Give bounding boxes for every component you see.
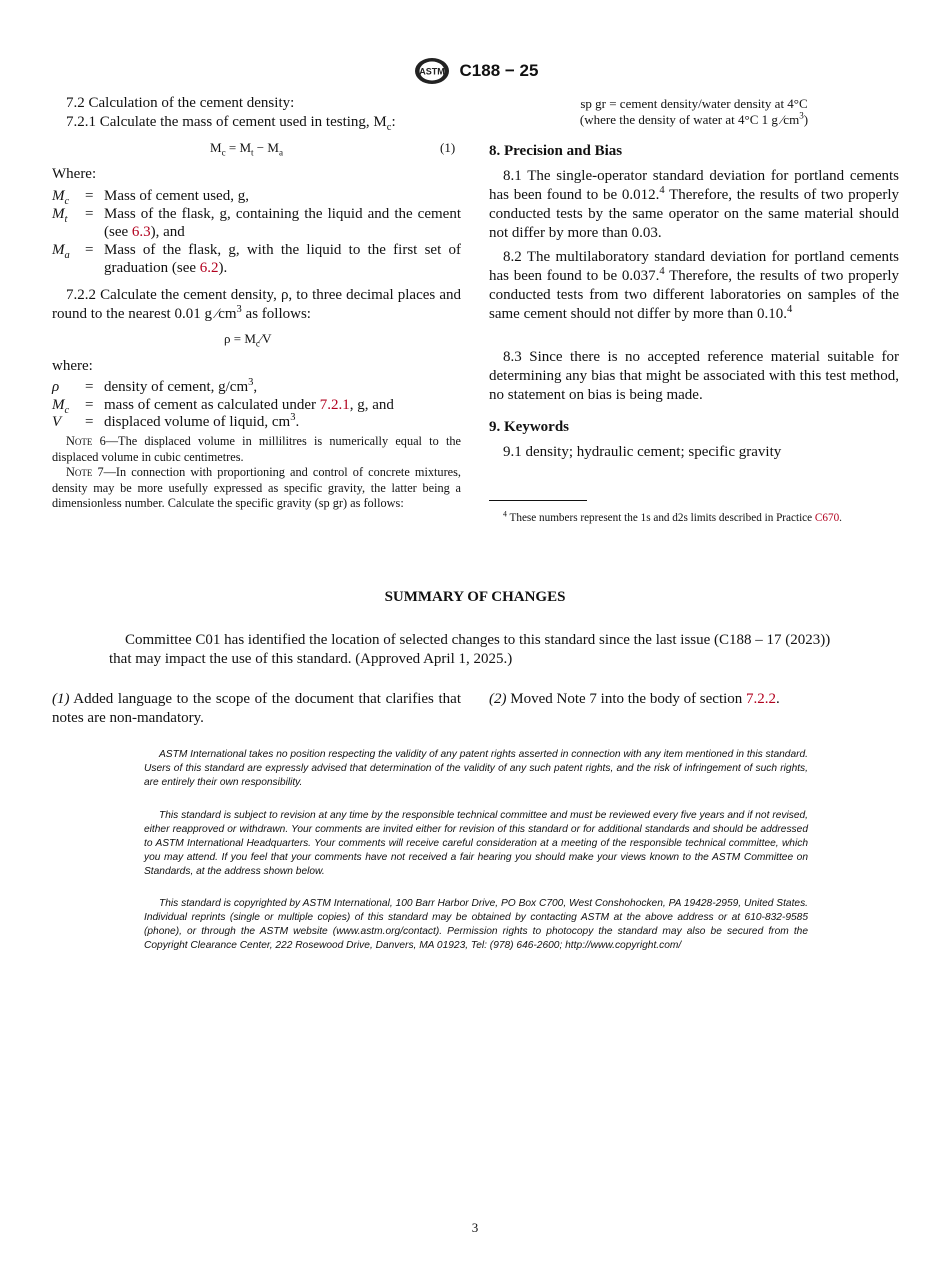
section-8-1: 8.1 The single-operator standard deviation for portland cements has been found to be 0.012.$^4$ Therefore, the results of two properly conducted tests by the same operator on the same material should not differ by more than 0.03. xyxy=(489,168,899,241)
astm-logo xyxy=(412,56,452,86)
change-item-1: (1) Added language to the scope of the document that clarifies that notes are non-mandatory. xyxy=(52,691,461,726)
section-8-2: 8.2 The multilaboratory standard deviation for portland cements has been found to be 0.037.$^4$ Therefore, the results of two properly conducted tests from two different laboratories on samples of the same cement should not differ by more than 0.10.$^4$ xyxy=(489,249,899,322)
link-c670[interactable]: C670 xyxy=(814,512,840,524)
footnote-4: $^4$ These numbers represent the 1s and d2s limits described in Practice C670. xyxy=(503,509,842,524)
section-7-2-2: 7.2.2 Calculate the cement density, ρ, to three decimal places and round to the nearest 0.01 g $⁄cm^3$ as follows: xyxy=(52,287,461,322)
link-6-2[interactable]: 6.2 xyxy=(199,260,219,276)
section-8-3: 8.3 Since there is no accepted reference material suitable for determining any bias that might be associated with this test method, no statement on bias is being made. xyxy=(489,349,899,403)
section-8-heading: 8. Precision and Bias xyxy=(489,143,623,159)
definition-mc-2: $M_c$ = mass of cement as calculated under 7.2.1, g, and xyxy=(52,397,394,416)
section-7-2: 7.2 Calculation of the cement density: xyxy=(66,95,295,111)
section-9-heading: 9. Keywords xyxy=(489,419,569,435)
change-item-2: (2) Moved Note 7 into the body of section 7.2.2. xyxy=(489,691,780,707)
footnote-rule xyxy=(489,500,587,501)
legal-revision-notice: This standard is subject to revision at any time by the responsible technical committee and must be reviewed every five years and if not revised, either reapproved or withdrawn. Your comments are invited either for revision of this standard or for additional standards and should be addressed to ASTM International Headquarters. Your comments will receive careful consideration at a meeting of the responsible technical committee, which you may attend. If you feel that your comments have not received a fair hearing you should make your views known to the ASTM Committee on Standards, at the address shown below. xyxy=(144,810,808,877)
definition-v: V = displaced volume of liquid, $cm^3$. xyxy=(52,412,300,430)
definition-rho: ρ = density of cement, $g/cm^3$, xyxy=(52,377,258,395)
equation-2: $\rho = M_c⁄V$ xyxy=(224,331,272,349)
summary-title: SUMMARY OF CHANGES xyxy=(384,589,566,605)
where-label: Where: xyxy=(52,166,97,182)
definition-mt: $M_t$ = Mass of the flask, g, containing the liquid and the cement (see 6.3), and xyxy=(52,206,461,240)
summary-intro: Committee C01 has identified the location of selected changes to this standard since the last issue (C188 – 17 (2023)) that may impact the use of this standard. (Approved April 1, 2025.) xyxy=(109,632,831,667)
note-6: Note 6—The displaced volume in millilitres is numerically equal to the displaced volume in cubic centimetres. xyxy=(52,434,461,464)
section-7-2-1: 7.2.1 Calculate the mass of cement used in testing, $M_c$: xyxy=(66,114,396,133)
definition-mc: $M_c$ = Mass of cement used, g, xyxy=(52,188,249,207)
page-header xyxy=(0,56,950,86)
legal-patent-notice: ASTM International takes no position respecting the validity of any patent rights asserted in connection with any item mentioned in this standard. Users of this standard are expressly advised that determination of the validity of any such patent rights, and the risk of infringement of such rights, are entirely their own responsibility. xyxy=(144,749,808,788)
equation-1-number: (1) xyxy=(440,140,456,155)
legal-copyright-notice: This standard is copyrighted by ASTM International, 100 Barr Harbor Drive, PO Box C700, West Conshohocken, PA 19428-2959, United States. Individual reprints (single or multiple copies) of this standard may be obtained by contacting ASTM at the above address or at 610-832-9585 (phone), or through the ASTM website (www.astm.org/contact). Permission rights to photocopy the standard may also be secured from the Copyright Clearance Center, 222 Rosewood Drive, Danvers, MA 01923, Tel: (978) 646-2600; http://www.copyright.com/ xyxy=(144,898,808,951)
where-label-2: where: xyxy=(52,358,93,374)
section-9-1: 9.1 density; hydraulic cement; specific gravity xyxy=(503,444,782,460)
svg-text:ASTM: ASTM xyxy=(418,66,445,77)
page-number: 3 xyxy=(471,1220,479,1235)
definition-ma: $M_a$ = Mass of the flask, g, with the liquid to the first set of graduation (see 6.2). xyxy=(52,242,461,276)
standard-designation: C188 − 25 xyxy=(459,61,539,80)
note-7: Note 7—In connection with proportioning and control of concrete mixtures, density may be more usefully expressed as specific gravity, the latter being a dimensionless number. Calculate the specific gravity (sp gr) as follows: xyxy=(52,465,461,510)
link-7-2-1[interactable]: 7.2.1 xyxy=(319,397,350,413)
equation-1: $M_c = M_t - M_a$ xyxy=(210,140,283,158)
link-7-2-2[interactable]: 7.2.2 xyxy=(746,691,777,707)
link-6-3[interactable]: 6.3 xyxy=(131,224,151,240)
specific-gravity-formula: sp gr = cement density/water density at 4°C (where the density of water at 4°C 1 g $⁄cm^3$) xyxy=(579,96,809,127)
